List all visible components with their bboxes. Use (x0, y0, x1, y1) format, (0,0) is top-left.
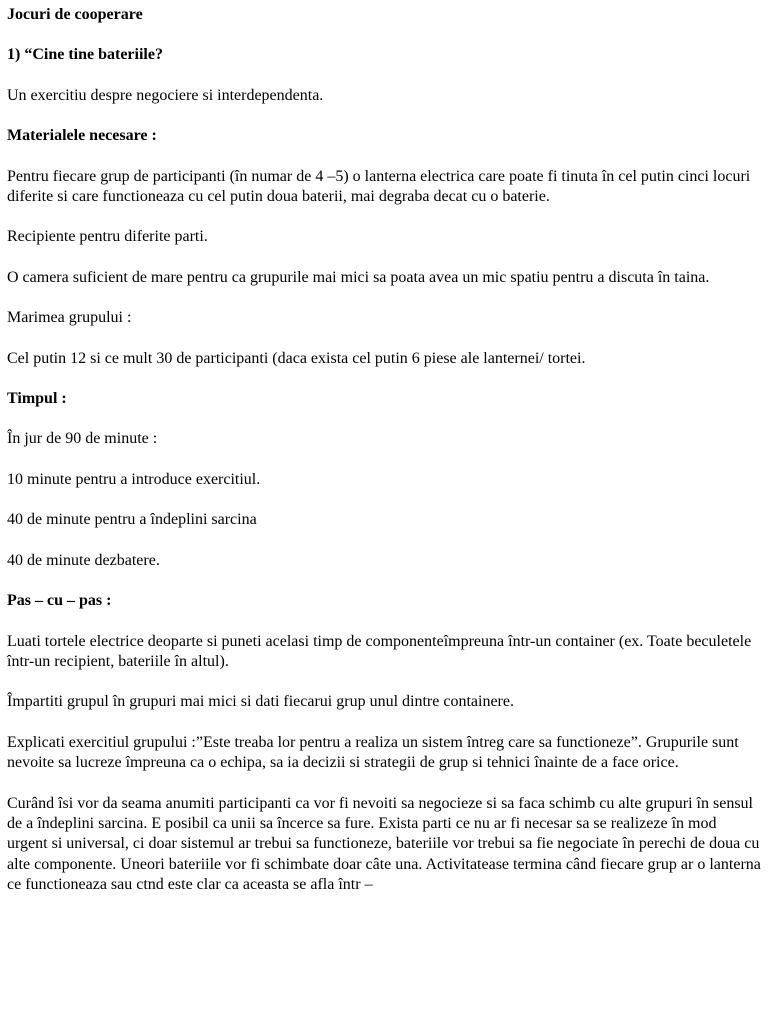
paragraph-step-2: Împartiti grupul în grupuri mai mici si dati fiecarui grup unul dintre containere. (7, 693, 514, 711)
paragraph-intro: Un exercitiu despre negociere si interdependenta. (7, 86, 324, 104)
section-heading-game-1: 1) “Cine tine bateriile? (7, 46, 163, 64)
paragraph-materials-room: O camera suficient de mare pentru ca grupurile mai mici sa poata avea un mic spatiu pentru a discuta în taina. (7, 268, 710, 286)
paragraph-step-3: Explicati exercitiul grupului :”Este treaba lor pentru a realiza un sistem întreg care sa functioneze”. Grupurile sunt nevoite sa lucreze împreuna ca o echipa, sa ia decizii si strategii de grup si tehnici înainte de a face orice. (7, 733, 739, 772)
section-heading-materials: Materialele necesare : (7, 127, 157, 145)
section-heading-steps: Pas – cu – pas : (7, 592, 112, 610)
paragraph-time-task: 40 de minute pentru a îndeplini sarcina (7, 511, 257, 529)
paragraph-group-size-label: Marimea grupului : (7, 309, 132, 327)
paragraph-time-total: În jur de 90 de minute : (7, 430, 158, 448)
paragraph-time-debate: 40 de minute dezbatere. (7, 551, 160, 569)
paragraph-step-1: Luati tortele electrice deoparte si puneti acelasi timp de componenteîmpreuna într-un container (ex. Toate beculetele într-un recipient, bateriile în altul). (7, 632, 752, 670)
paragraph-materials-flashlight: Pentru fiecare grup de participanti (în numar de 4 –5) o lanterna electrica care poate fi tinuta în cel putin cinci locuri diferite si care functioneaza cu cel putin doua baterii, mai degraba decat cu o baterie. (7, 167, 751, 206)
paragraph-group-size: Cel putin 12 si ce mult 30 de participanti (daca exista cel putin 6 piese ale lanternei/ tortei. (7, 349, 586, 367)
paragraph-step-4: Curând îsi vor da seama anumiti participanti ca vor fi nevoiti sa negocieze si sa faca schimb cu alte grupuri în sensul de a îndeplini sarcina. E posibil ca unii sa încerce sa fure. Exista parti ce nu ar fi necesar sa se realizeze în mod urgent si universal, ci doar sistemul ar trebui sa functioneze, bateriile vor trebui sa fie negociate în perechi de doua cu alte componente. Uneori bateriile vor fi schimbate doar câte una. Activitatease termina când fiecare grup ar o lanterna ce functioneaza sau ctnd este clar ca aceasta se afla într – (7, 794, 761, 894)
document-title: Jocuri de cooperare (7, 6, 143, 23)
paragraph-materials-containers: Recipiente pentru diferite parti. (7, 228, 208, 246)
section-heading-time: Timpul : (7, 390, 67, 408)
paragraph-time-intro: 10 minute pentru a introduce exercitiul. (7, 470, 261, 488)
